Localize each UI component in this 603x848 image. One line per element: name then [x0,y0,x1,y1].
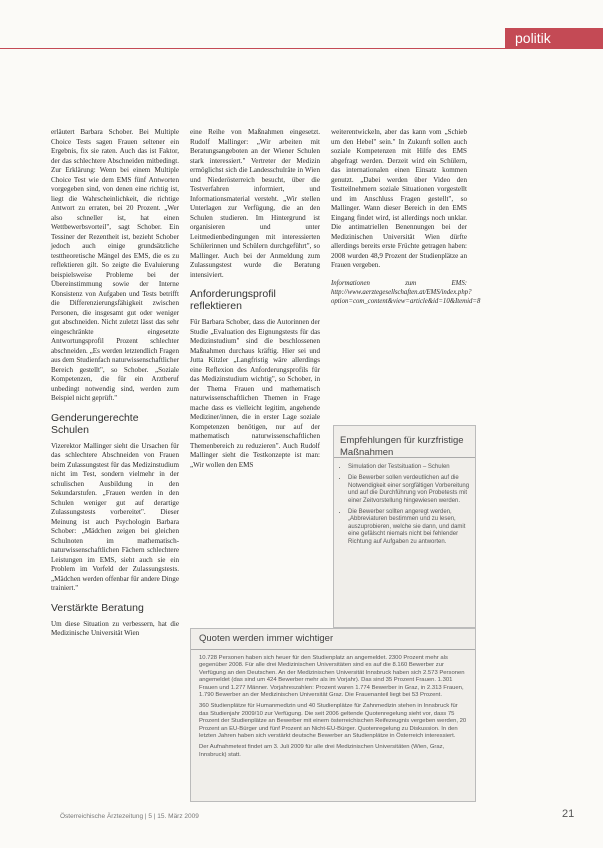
quotas-box [190,628,476,802]
list-item: • Simulation der Testsituation – Schulen [348,464,470,471]
paragraph: Um diese Situation zu verbessern, hat die Medizinische Universität Wien [51,619,179,637]
column-3 [331,128,481,306]
column-2 [190,128,320,470]
paragraph: weiterentwickeln, aber das kann vom „Schieb um den Hebel" sein." In Zukunft sollen auch soziale Kompetenzen mit Hilfe des EMS abgefragt werden. Derzeit wird ein Schülern, das internationalen einen Einsatz kommen genutzt. „Dabei werden über Video den Testteilnehmern soziale Situationen vorgestellt und im Anschluss Fragen gestellt", so Mallinger. Wann dieser Bereich in den EMS Eingang findet wird, ist allerdings noch unklar. Die antimatriellen Benennungen bei der Medizinischen Universität Wien dürfte allerdings bereits erste Früchte getragen haben: 2008 wurden 48,9 Prozent der Studienplätze an Frauen vergeben. [331,128,467,269]
section-tab [505,28,603,48]
paragraph: Vizerektor Mallinger sieht die Ursachen für das schlechtere Abschneiden von Frauen beim Zulassungstest für das Medizinstudium nicht im Test, sondern vielmehr in der schulischen Ausbildung in den Sekundarstufen. „Frauen werden in den Schulen weniger gut auf derartige Zulassungstests vorbereitet". Dieser Meinung ist auch Psychologin Barbara Schober: „Mädchen zeigen bei gleichen Schulnoten im mathematisch-naturwissenschaftlichen Fächern schlechtere Leistungen im EMS, sieht auch sie ein Problem im Vorfeld der Zulassungstests. „Mädchen werden offenbar für andere Dinge trainiert." [51,441,179,592]
box-title: Empfehlungen für kurzfristige Maßnahmen [334,426,475,458]
paragraph: eine Reihe von Maßnahmen eingesetzt. Rudolf Mallinger: „Wir arbeiten mit Beratungsangeboten an der Wiener Schulen stark interessiert." Vertreter der Medizin ermöglichst sich die Landesschulräte in Wien und Niederösterreich besucht, über die Testverfahren informiert, und Informationsmaterial versteht. „Wir stellen Unterlagen zur Verfügung, die an den Schulen studieren. Im Hintergrund ist organisieren und unter Leitmedienbedingungen mit interessierten Schülerinnen und Schülern durchgeführt", so Mallinger. Auch bei der Anmeldung zum Zulassungstest wurde die Beratung intensiviert. [190,128,320,279]
recommendations-box [333,425,476,628]
list-item: • Die Bewerber sollen verdeutlichen auf die Notwendigkeit einer sorgfältigen Vorbereitung und auf die Durchführung von Probetests mit einer Zeitvorstellung hingewiesen werden. [348,475,470,505]
page-number: 21 [562,808,575,820]
subheading-gender: Genderungerechte Schulen [51,411,139,436]
header-rule [0,48,603,49]
box-title: Quoten werden immer wichtiger [191,629,475,650]
box-body [191,650,475,759]
paragraph: erläutert Barbara Schober. Bei Multiple Choice Tests sagen Frauen seltener ein Ergebnis, fix sie raten. Auch das ist Faktor, der das schlechtere Abschneiden mitbedingt. Zur Erklärung: Wenn bei einem Multiple Choice Test wie dem EMS fünf Antworten vorgegeben sind, von denen eine richtig ist, liegt die Wahrscheinlichkeit, die richtige Antwort zu erraten, bei 20 Prozent. „Wer also schneller ist, hat einen Wettbewerbsvorteil", sagt Schober. Ein Tessiner der Rezentheit ist, bezieht Schober jedoch auch einige grundsätzliche testtheoretische Mängel des EMS, die es zu reflektieren gilt. So zeigte die Evaluierung beispielsweise Probleme bei der Übereinstimmung sowie der Interne Konsistenz von Aufgaben und Tests betrifft die Differenzierungsfähigkeit zwischen Personen, die insgesamt gut oder weniger gut abschneiden. Nicht zuletzt lässt das sehr eingeschränkte eingesetzte Antwortungsprofil Prozent schlechter abschneiden. „Es werden letztendlich Fragen aus dem Studienfach naturwissenschaftlicher Bereich gestellt", so Schober. „Soziale Kompetenzen, die für ein Arztberuf unbedingt notwendig sind, werden zum Beispiel nicht geprüft." [51,128,179,402]
paragraph: Der Aufnahmetest findet am 3. Juli 2009 für alle drei Medizinischen Universitäten (Wien, Graz, Innsbruck) statt. [199,744,445,758]
column-1 [51,128,179,639]
list-item: • Die Bewerber sollten angeregt werden, „Abbreviaturen bestimmen und zu lesen, auszuprobieren, welche sie dann, und damit eine gefälscht niemals nicht bei fehlender Richtung auf Aufgaben zu antworten. [348,509,470,546]
subheading-beratung: Verstärkte Beratung [51,601,144,614]
subheading-profil: Anforderungsprofil reflektieren [190,288,276,312]
info-link[interactable]: Informationen zum EMS: http://www.aerztegesellschaften.at/EMS/index.php?option=com_content&view=article&id=10&Itemid=8 [331,279,481,305]
paragraph: 10.728 Personen haben sich heuer für den Studienplatz an angemeldet. 2300 Prozent mehr als gegenüber 2008. Für alle drei Medizinischen Universitäten sind es auf die 8.160 Bewerber zur Verfügung an den Deutschen. An der Medizinischen Universität Innsbruck haben sich 2.573 Personen angemeldet (das sind um 424 Bewerber mehr als im Vorjahr). Das sind 35 Prozent Frauen. 1.301 Frauen und 1.277 Männer. Vorjahreszahlen: Prozent waren 1.774 Bewerber in Graz, in 2.313 Frauen, 1.790 Bewerber an der Medizinischen Universität Graz. Die Frauenanteil liegt bei 53 Prozent. [199,655,465,699]
footer-text: Österreichische Ärztezeitung | 5 | 15. März 2009 [60,813,199,820]
paragraph: 360 Studienplätze für Humanmedizin und 40 Studienplätze für Zahnmedizin stehen in Innsbruck für das Studienjahr 2009/10 zur Verfügung. Die seit 2006 geltende Quotenregelung sieht vor, dass 75 Prozent der Studienplätze an Bewerber mit einem österreichischen Reifezeugnis vergeben werden, 20 Prozent an EU-Bürger und fünf Prozent an Nicht-EU-Bürger. Quotenregelung zu Diskussion. In den letzten Jahren haben sich verstärkt deutsche Bewerber an Studienplätze in Österreich interessiert. [199,703,467,740]
paragraph: Für Barbara Schober, dass die Autorinnen der Studie „Evaluation des Eignungstests für das Medizinstudium" sind die beschlossenen Maßnahmen durchaus kräftig. Hier sei und Jutta Kitzler „Langfristig wäre allerdings eine Reflexion des Anforderungsprofils für das Medizinstudium wichtig", so Schober, in der Thema Frauen und mathematisch naturwissenschaftlichen Themen in Frage mache dass es vielleicht legitim, angehende Mediziner/innen, die in erster Lage soziale Kompetenzen benötigen, nur auf der mathematisch naturwissenschaftlichen Themenbereich zu reduzieren". Auch Rudolf Mallinger sieht die Testkonzepte ist man: „Wir wollen den EMS [190,318,320,469]
section-label: politik [515,30,551,46]
recommendations-list [334,458,475,546]
